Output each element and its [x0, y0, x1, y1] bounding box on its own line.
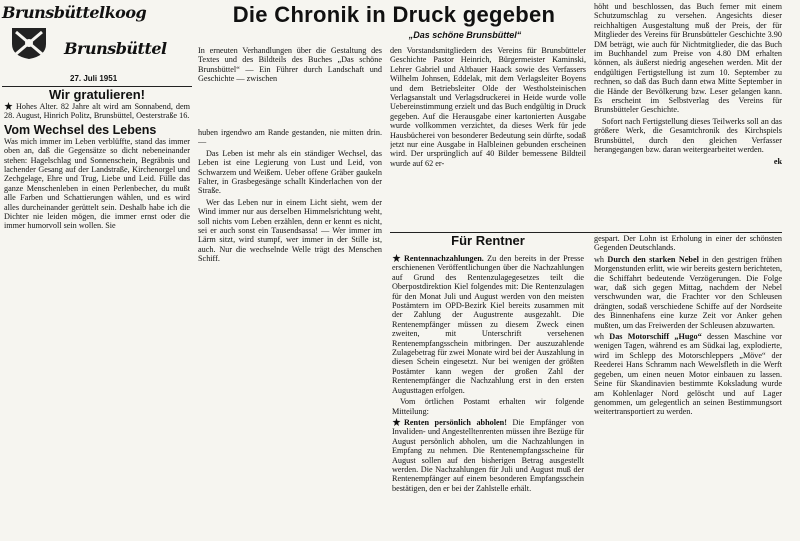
- col4-text-a: gespart. Der Lohn ist Erholung in einer der schönsten Gegenden Deutschlands.: [594, 234, 782, 253]
- column-1: [4, 88, 190, 273]
- divider: [2, 86, 192, 87]
- col4-text-b-bold: Durch den starken Nebel: [607, 254, 699, 264]
- chronik-text-b: den Vorstandsmitgliedern des Vereins für Brunsbütteler Geschichte Pastor Heinrich, Bürgermeister Kaminski, Lehrer Gabriel und Altbauer Haack sowie des Verfassers Wilhelm Johnsen, Eddelak, mit dem Verlagsleiter Boyens und dem Betriebsleiter Olde der Westholsteinischen Verlagsanstalt und Verlagsdruckerei in Heide wurde volle Uebereinstimmung erzielt und das Buch endgültig in Druck gegeben. Auf die Herausgabe einer kartonierten Ausgabe wurde vollkommen verzichtet, da dieses Werk für jede Hausbücherei von besonderer Bedeutung sein dürfte, sodaß jetzt nur eine Ausgabe in Halbleinen gebunden erscheinen wird. Der ursprünglich auf 40 Bilder bemessene Bildteil wurde auf 62 er-: [390, 46, 586, 168]
- column-2-lower: [198, 128, 382, 278]
- chronik-text-a: In erneuten Verhandlungen über die Gestaltung des Textes und des Bildteils des Buches „Das schöne Brunsbüttel“ — Ein Führer durch Landschaft und Geschichte — zwischen: [198, 46, 382, 84]
- col2-text-c: Wer das Leben nur in einem Licht sieht, wem der Wind immer nur aus derselben Himmelsrichtung weht, soll nichts vom Leben erzählen, denn er kennt es nicht, sei er auch sonst ein Tausendsassa! — Wer immer im Lärm sitzt, wird stumpf, wer immer in der Stille ist, auch. Nur die wechselnde Welle trägt des Menschen Schiff.: [198, 197, 382, 264]
- chronik-title: Die Chronik in Druck gegeben: [232, 2, 556, 27]
- chronik-text-c: höht und beschlossen, das Buch ferner mit einem Schutzumschlag zu versehen. Angesichts dieser reichhaltigen Ausgestaltung muß der Preis, der für Mitglieder des Vereins für Brunsbütteler Geschichte 3.90 DM beträgt, wie auch für Nichtmitglieder, die das Buch im Buchhandel zum Preise von 4.80 DM erhalten können, als äußerst niedrig angesehen werden. Mit der endgültigen Fertigstellung ist zum 10. September zu rechnen, so daß das Buch dann etwa Mitte September in die Hände der Bevölkerung bzw. Leser gelangen kann. Es erscheint im Selbstverlag des Vereins für Brunsbütteler Geschichte.: [594, 2, 782, 115]
- life-text: Was mich immer im Leben verblüffte, stand das immer oben an, daß die Gegensätze so dicht nebeneinander stehen: Hagelschlag und Sonnenschein, Begräbnis und lachender Gesang auf der Landstraße, Kirchenorgel und Zechgelage, Ehre und Trug, Liebe und Leid. Fülle das ganze Menschenleben in einen Perlenbecher, du mußt alle Farben und Schattierungen wählen, und es wird alles durcheinander gerüttelt sein. Deshalb habe ich die Dichter nie leiden mögen, die immer ernst oder die immer humorvoll sein wollen. Sie: [4, 136, 190, 231]
- rentner-paragraph-1: [392, 254, 584, 395]
- chronik-subtitle: „Das schöne Brunsbüttel“: [408, 30, 522, 40]
- rentner-paragraph-2: [392, 418, 584, 493]
- masthead-title-line2: Brunsbüttel: [64, 39, 167, 58]
- rentner-text-a-bold: Rentennachzahlungen.: [404, 254, 484, 263]
- congrats-text: Hohes Alter. 82 Jahre alt wird am Sonnabend, dem 28. August, Hinrich Politz, Brunsbüttel, Oesterstraße 16.: [4, 102, 190, 121]
- chronik-column-c: [594, 2, 782, 197]
- col4-text-b: in den gestrigen frühen Morgenstunden erlitt, wie wir bereits gestern berichteten, die Schiffahrt bedeutende Verzögerungen. Die Folge war, daß sich gegen Mittag, nachdem der Nebel verschwunden war, die Frachter vor den Schleusen drängten, sodaß verschiedene Schiffe auf der Nordseite des Binnenhafens eine kurze Zeit vor Anker gehen mußten, um das Freiwerden der Schleusen abzuwarten.: [594, 254, 782, 330]
- chronik-text-d: Sofort nach Fertigstellung dieses Teilwerks soll an das größere Werk, die Gesamtchronik des Kirchspiels Brunsbüttel, durch den gleichen Verfasser herangegangen bzw. daran weitergearbeitet werden.: [594, 116, 782, 155]
- col4-text-c-lead: wh: [594, 332, 605, 342]
- rentner-heading: Für Rentner: [451, 234, 525, 248]
- rentner-text-b: Vom örtlichen Postamt erhalten wir folgende Mitteilung:: [392, 397, 584, 416]
- rentner-text-a: Zu den bereits in der Presse erschienenen Veröffentlichungen über die Nachzahlungen auf Grund des Rentenzulagegesetzes teilt die Oberpostdirektion Kiel folgendes mit: Die Rentenzulagen für den Monat Juli und August werden von den meisten Postämtern im OPD-Bezirk Kiel bereits zusammen mit der Zahlung der Augustrente ausgezahlt. Die Rentenempfänger müssen zu diesem Zweck einen zweiten, mit Unterschrift versehenen Rentenempfangsschein mitbringen. Der auszuzahlende Zulagebetrag für zwei Monate wird bei der Auszahlung in diesen Schein eingesetzt. Nur bei wenigen der größten Postämter kann wegen der großen Zahl der Rentenempfänger die Nachzahlung erst in den ersten Augusttagen erfolgen.: [392, 254, 584, 395]
- col4-text-c: dessen Maschine vor wenigen Tagen, während es am Südkai lag, explodierte, wird im Schlepp des Motorschleppers „Möve“ der Reederei Hans Schramm nach Wewelsfleth in die Werft gegeben, um einen neuen Motor einbauen zu lassen. Seine für Skandinavien bestimmte Koksladung wurde am Kohlenlager Nord gelöscht und auf Lager genommen, um gelegentlich an seinen Bestimmungsort weitertransportiert zu werden.: [594, 332, 782, 417]
- coat-of-arms-icon: [6, 26, 52, 60]
- rentner-text-c: Die Empfänger von Invaliden- und Angestelltenrenten müssen ihre Bezüge für August persönlich abholen, um die Nachzahlungen in Empfang zu nehmen. Die Rentenempfangsscheine für August sollen auf den bisherigen Betrag ausgestellt werden. Die Nachzahlungen für Juli und August muß der Rentenempfänger auf einem besonderen Empfangsschein bestätigen, den er bei der Zahlstelle erhält.: [392, 417, 584, 493]
- star-icon: [4, 102, 13, 110]
- chronik-column-b: [390, 46, 586, 231]
- congrats-paragraph: [4, 102, 190, 121]
- col2-text-a: huben irgendwo am Rande gestanden, nie mitten drin. —: [198, 128, 382, 147]
- col2-text-b: Das Leben ist mehr als ein ständiger Wechsel, das Leben ist eine Legierung von Lust und Leid, von Schwarzem und Weißem. Ueber offene Gräber gaukeln Falter, in Grasbegesänge schallt Kinderlachen von der Straße.: [198, 148, 382, 196]
- col4-text-b-lead: wh: [594, 254, 605, 264]
- star-icon: [392, 418, 401, 426]
- chronik-signoff: ek: [773, 156, 782, 166]
- col4-paragraph-b: [594, 255, 782, 330]
- col4-paragraph-c: [594, 332, 782, 417]
- divider: [390, 232, 782, 233]
- column-4-lower: [594, 234, 782, 539]
- congrats-heading: Wir gratulieren!: [49, 88, 145, 102]
- chronik-column-a: [198, 46, 382, 126]
- dateline: 27. Juli 1951: [70, 74, 118, 83]
- col4-text-c-bold: Das Motorschiff „Hugo“: [609, 332, 702, 342]
- star-icon: [392, 254, 401, 262]
- masthead-title-line1: Brunsbüttelkoog: [2, 3, 147, 22]
- rentner-section: [392, 234, 584, 539]
- life-heading: Vom Wechsel des Lebens: [4, 122, 157, 137]
- rentner-text-c-bold: Renten persönlich abholen!: [404, 417, 507, 427]
